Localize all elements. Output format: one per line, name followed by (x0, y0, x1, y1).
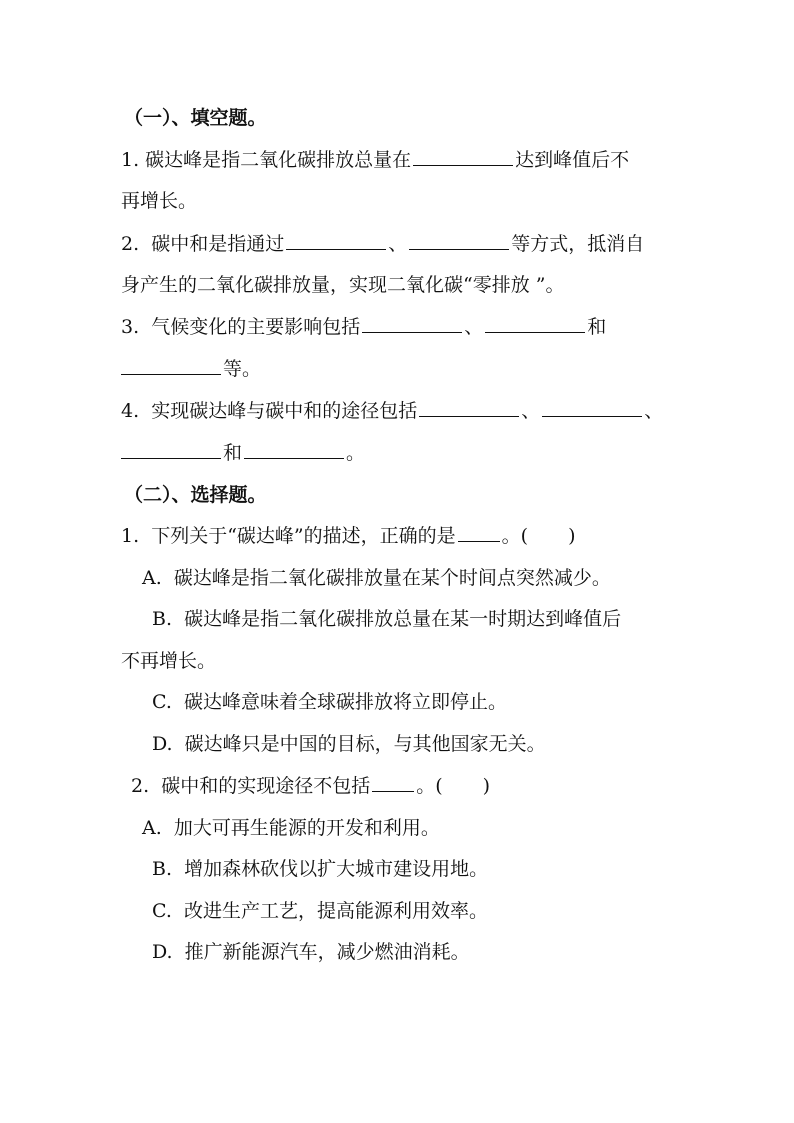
multiple-choice-heading: （二）、选择题。 (124, 484, 267, 506)
mc-q1-option-c: C. 碳达峰意味着全球碳排放将立即停止。 (152, 691, 507, 713)
mc-q1-option-d: D. 碳达峰只是中国的目标，与其他国家无关。 (152, 733, 546, 755)
mc-q1-paren-close: ) (568, 525, 576, 547)
fill-q2-text-b: 等方式，抵消自 (511, 233, 645, 255)
mc-q2-option-b: B. 增加森林砍伐以扩大城市建设用地。 (152, 858, 489, 880)
mc-q1-stem-text: 1. 下列关于“碳达峰”的描述，正确的是 (121, 525, 456, 547)
fill-q4-blank-4[interactable] (244, 441, 344, 459)
mc-q2-stem-text: 2. 碳中和的实现途径不包括 (131, 775, 371, 797)
fill-q4-sep-1: 、 (521, 400, 541, 422)
mc-q1-stem (121, 524, 575, 548)
fill-q2-blank-2[interactable] (409, 232, 509, 250)
fill-q4-line2 (121, 441, 365, 465)
fill-q2-text-a: 2. 碳中和是指通过 (121, 233, 285, 255)
fill-q1-blank-1[interactable] (413, 148, 513, 166)
fill-q1-text-b: 达到峰值后不 (515, 149, 630, 171)
fill-q4-text-a: 4. 实现碳达峰与碳中和的途径包括 (121, 400, 418, 422)
mc-q2-stem (131, 774, 490, 798)
fill-q3-line1 (121, 315, 606, 339)
fill-q4-sep-2: 、 (644, 400, 664, 422)
fill-q4-blank-3[interactable] (121, 441, 221, 459)
fill-blank-heading: （一）、填空题。 (124, 107, 267, 129)
mc-q2-blank[interactable] (372, 774, 414, 792)
mc-q2-paren-open: 。( (416, 775, 443, 797)
fill-q2-line1 (121, 232, 644, 256)
fill-q2-line2: 身产生的二氧化碳排放量，实现二氧化碳“零排放 ”。 (121, 274, 565, 296)
fill-q4-end: 。 (346, 442, 366, 464)
mc-q2-option-d: D. 推广新能源汽车，减少燃油消耗。 (152, 941, 470, 963)
fill-q3-blank-2[interactable] (485, 315, 585, 333)
mc-q1-option-b-line2: 不再增长。 (121, 650, 217, 672)
fill-q3-sep-2: 和 (587, 316, 607, 338)
mc-q2-option-a: A. 加大可再生能源的开发和利用。 (142, 817, 440, 839)
mc-q1-paren-open: 。( (501, 525, 529, 547)
fill-q3-blank-1[interactable] (362, 315, 462, 333)
mc-q2-paren-close: ) (482, 775, 491, 797)
mc-q2-option-c: C. 改进生产工艺，提高能源利用效率。 (152, 900, 488, 922)
mc-q1-option-a: A. 碳达峰是指二氧化碳排放量在某个时间点突然减少。 (142, 567, 611, 589)
fill-q4-sep-3: 和 (223, 442, 243, 464)
fill-q2-sep-1: 、 (388, 233, 408, 255)
fill-q3-text-a: 3. 气候变化的主要影响包括 (121, 316, 361, 338)
fill-q4-blank-1[interactable] (419, 399, 519, 417)
mc-q1-blank[interactable] (458, 524, 500, 542)
fill-q3-blank-3[interactable] (121, 357, 221, 375)
fill-q3-line2 (121, 357, 261, 381)
fill-q4-line1 (121, 399, 663, 423)
mc-q1-option-b-line1: B. 碳达峰是指二氧化碳排放总量在某一时期达到峰值后 (152, 608, 622, 630)
fill-q3-text-c: 等。 (223, 358, 262, 380)
fill-q1-text-a: 1. 碳达峰是指二氧化碳排放总量在 (121, 149, 412, 171)
fill-q1-line2: 再增长。 (121, 190, 198, 212)
fill-q1-line1 (121, 148, 629, 172)
fill-q4-blank-2[interactable] (542, 399, 642, 417)
fill-q2-blank-1[interactable] (286, 232, 386, 250)
fill-q3-sep-1: 、 (464, 316, 484, 338)
